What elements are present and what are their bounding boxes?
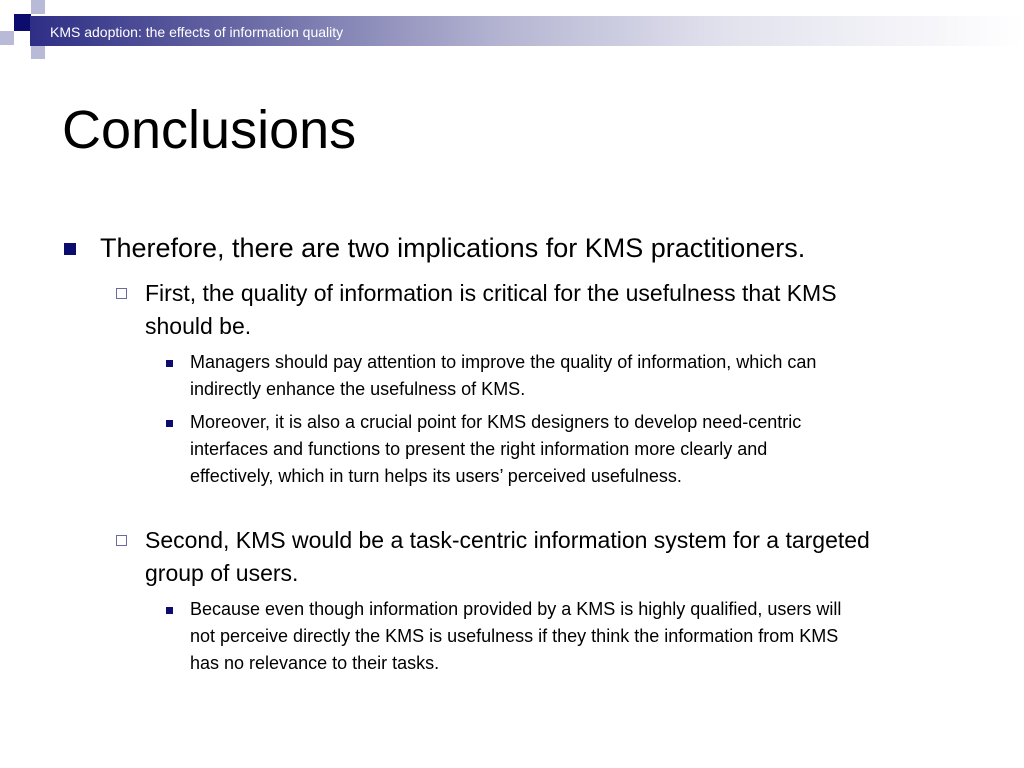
detail-2-line2: interfaces and functions to present the right information more clearly and [190,439,768,459]
sub-point-2-line2: group of users. [145,560,299,586]
main-point: Therefore, there are two implications for KMS practitioners. [100,233,806,263]
slide-title: Conclusions [62,100,357,160]
level1-bullet-icon [64,243,76,255]
level2-bullet-icon [116,535,127,546]
sub-point-1-line1: First, the quality of information is critical for the usefulness that KMS [145,280,837,306]
detail-3-line1: Because even though information provided by a KMS is highly qualified, users will [190,599,842,619]
level3-bullet-icon [166,360,173,367]
corner-square-light [31,45,45,59]
corner-square-dark [14,14,31,31]
corner-square-light [31,0,45,14]
sub-point-1-line2: should be. [145,313,252,339]
detail-3-line2: not perceive directly the KMS is usefulness if they think the information from KMS [190,626,839,646]
level3-bullet-icon [166,420,173,427]
detail-2-line3: effectively, which in turn helps its users’ perceived usefulness. [190,466,682,486]
detail-3-line3: has no relevance to their tasks. [190,653,440,673]
level2-bullet-icon [116,288,127,299]
detail-2-line1: Moreover, it is also a crucial point for KMS designers to develop need-centric [190,412,802,432]
header-text: KMS adoption: the effects of information quality [50,24,344,40]
sub-point-2-line1: Second, KMS would be a task-centric information system for a targeted [145,527,870,553]
detail-1-line2: indirectly enhance the usefulness of KMS. [190,379,526,399]
corner-square-light [0,31,14,45]
level3-bullet-icon [166,607,173,614]
detail-1-line1: Managers should pay attention to improve the quality of information, which can [190,352,817,372]
